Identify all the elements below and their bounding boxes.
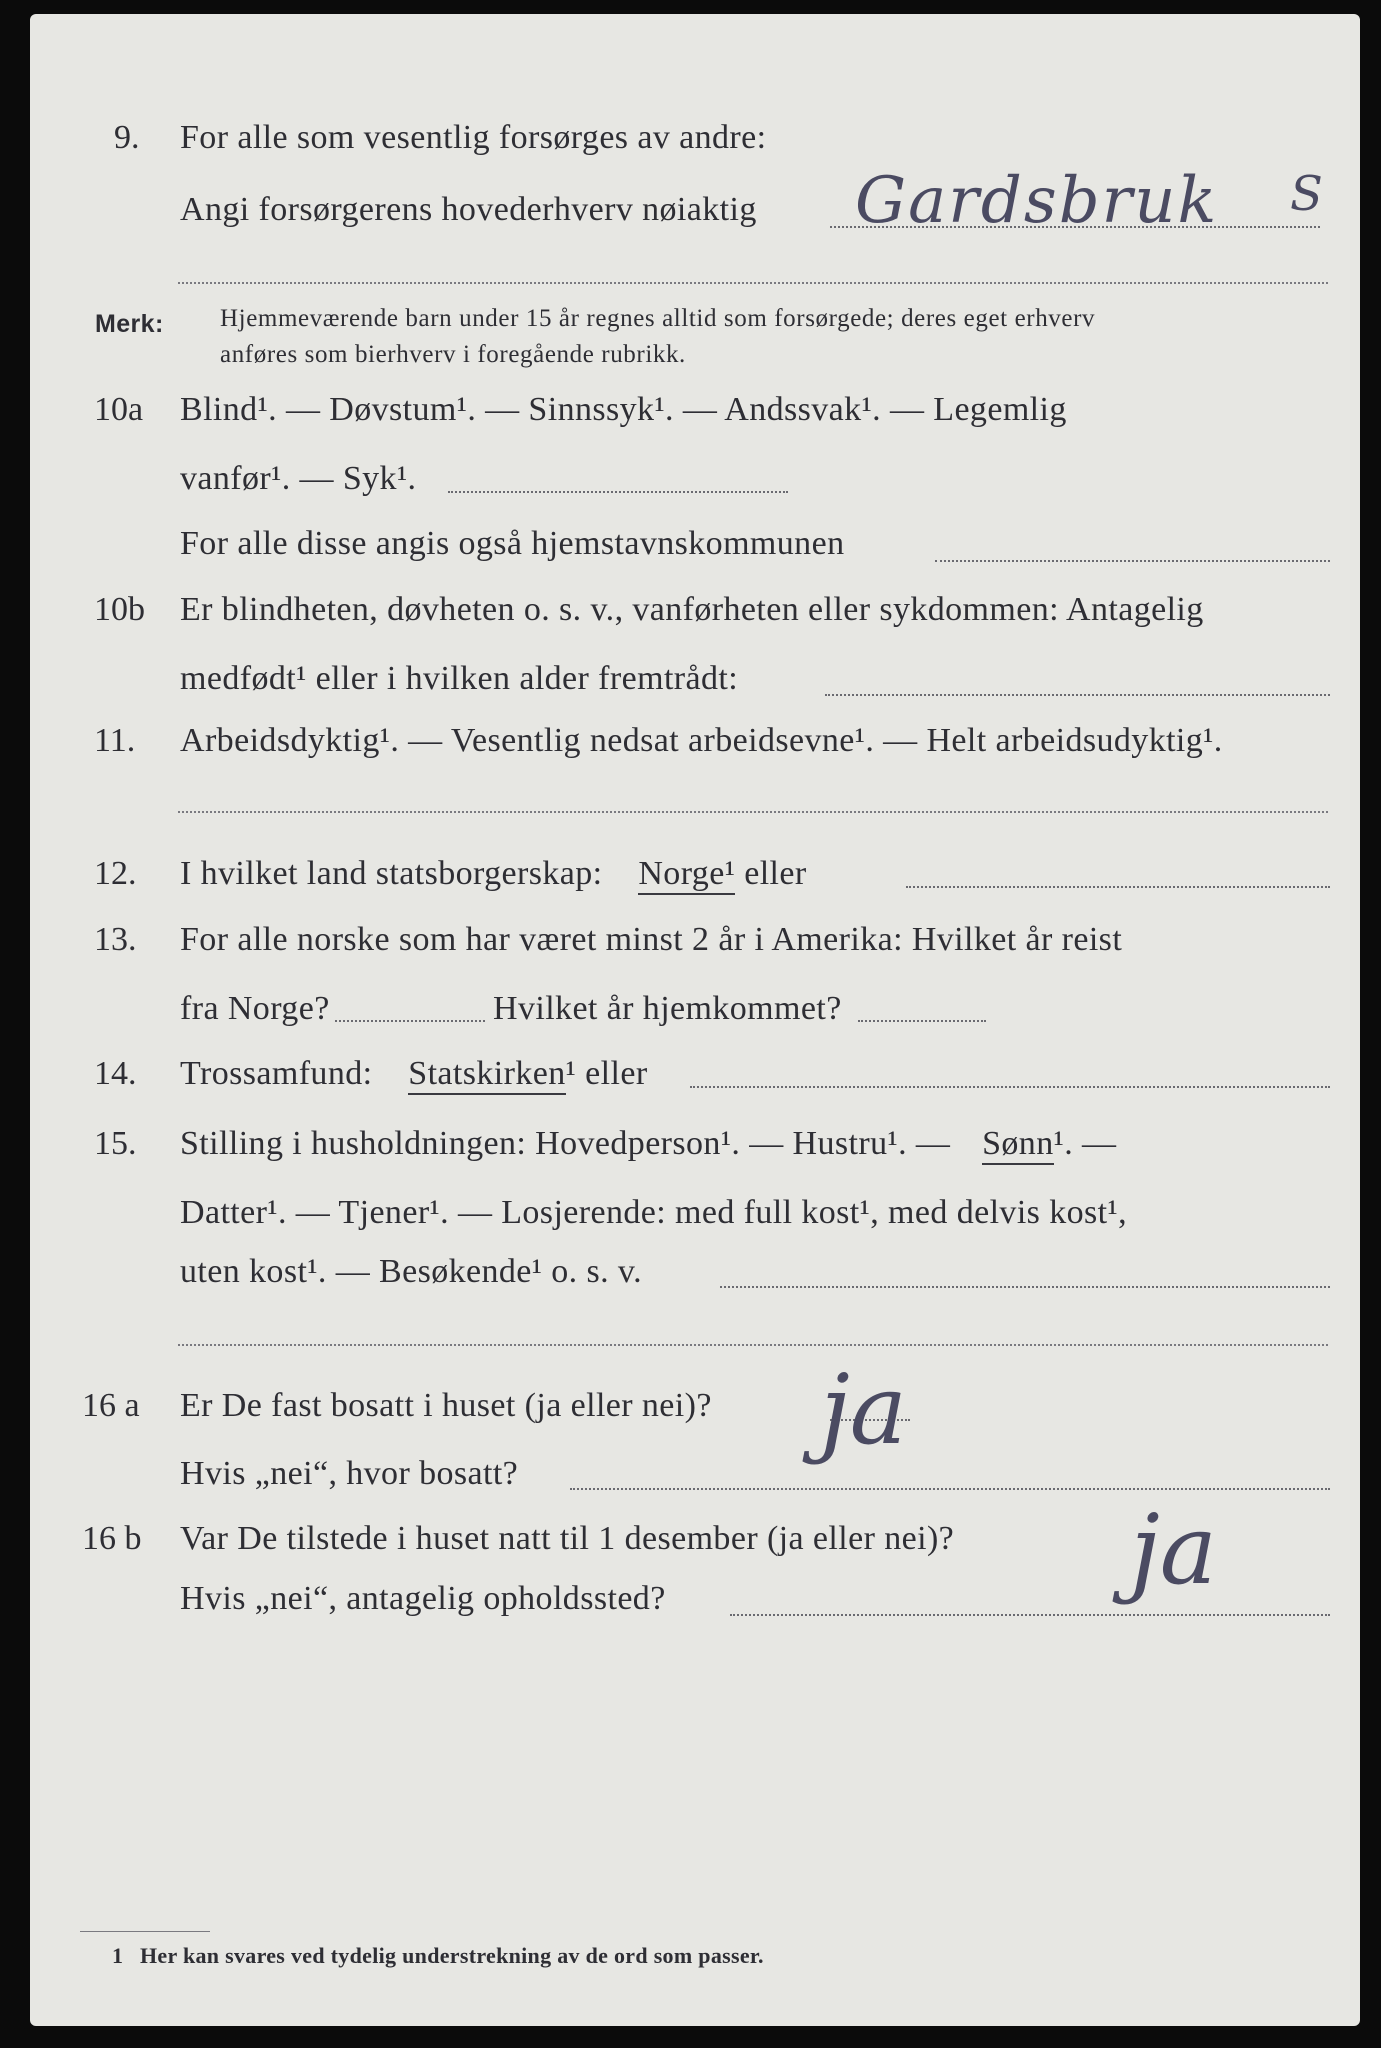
q10b-line2: medfødt¹ eller i hvilken alder fremtrådt: — [180, 660, 739, 697]
q16a-number: 16 a — [82, 1387, 140, 1424]
q10b-answer-line — [825, 694, 1330, 696]
footnote-rule — [80, 1931, 210, 1932]
q9-answer-handwritten: Gardsbruk — [855, 164, 1219, 238]
q11-number: 11. — [94, 722, 136, 759]
q16a-line2: Hvis „nei“, hvor bosatt? — [180, 1455, 519, 1492]
q10a-line2-answer — [448, 491, 788, 493]
q15-number: 15. — [94, 1125, 137, 1162]
q14-number: 14. — [94, 1055, 137, 1092]
q16a-answer-handwritten: ja — [820, 1354, 907, 1466]
q11-line1: Arbeidsdyktig¹. — Vesentlig nedsat arbeidsevne¹. — Helt arbeidsudyktig¹. — [180, 722, 1223, 759]
q16b-number: 16 b — [82, 1520, 142, 1557]
q14-line1 — [180, 1054, 648, 1094]
q16b-line2: Hvis „nei“, antagelig opholdssted? — [180, 1580, 666, 1617]
q16b-line1: Var De tilstede i huset natt til 1 desember (ja eller nei)? — [180, 1520, 955, 1557]
q15-line3: uten kost¹. — Besøkende¹ o. s. v. — [180, 1253, 643, 1290]
q15-sonn-underlined: Sønn — [982, 1125, 1054, 1165]
census-form-page — [30, 14, 1360, 2026]
q12-answer-line — [906, 886, 1330, 888]
q10b-line1: Er blindheten, døvheten o. s. v., vanførheten eller sykdommen: Antagelig — [180, 591, 1204, 628]
q12-norge-underlined: Norge¹ — [638, 855, 735, 895]
merk-line2: anføres som bierhverv i foregående rubrikk. — [220, 341, 686, 368]
q15-line1 — [180, 1124, 1116, 1164]
q14-text-b: ¹ eller — [565, 1055, 648, 1092]
q12-line1 — [180, 854, 807, 894]
q9-answer-mark: S — [1290, 166, 1323, 222]
q10a-line3-answer — [935, 560, 1330, 562]
q9-extra-line — [178, 282, 1328, 284]
q15-line1b: ¹. — — [1053, 1125, 1117, 1162]
q14-answer-line — [690, 1086, 1330, 1088]
q10b-number: 10b — [94, 591, 145, 628]
q10a-line2: vanfør¹. — Syk¹. — [180, 460, 417, 497]
q13-line1: For alle norske som har været minst 2 år i Amerika: Hvilket år reist — [180, 921, 1123, 958]
footnote-mark: 1 — [112, 1943, 124, 1968]
footnote-text: Her kan svares ved tydelig understrekning av de ord som passer. — [140, 1943, 764, 1968]
q15-line2: Datter¹. — Tjener¹. — Losjerende: med full kost¹, med delvis kost¹, — [180, 1194, 1127, 1231]
q10a-line1: Blind¹. — Døvstum¹. — Sinnssyk¹. — Andssvak¹. — Legemlig — [180, 391, 1067, 428]
q16b-answer-handwritten: ja — [1130, 1494, 1217, 1606]
q13-line2b: Hvilket år hjemkommet? — [493, 990, 842, 1027]
q9-number: 9. — [114, 119, 140, 156]
q11-answer-line — [178, 811, 1328, 813]
q15-line1a: Stilling i husholdningen: Hovedperson¹. — Hustru¹. — — [180, 1125, 951, 1162]
q16a-residence-line — [570, 1488, 1330, 1490]
q16a-line1: Er De fast bosatt i huset (ja eller nei)? — [180, 1387, 712, 1424]
q15-extra-line — [178, 1344, 1328, 1346]
merk-line1: Hjemmeværende barn under 15 år regnes alltid som forsørgede; deres eget erhverv — [220, 305, 1096, 332]
q12-text-b: eller — [744, 855, 807, 892]
q10a-number: 10a — [94, 391, 144, 428]
merk-label: Merk: — [95, 310, 164, 338]
q13-line2a: fra Norge? — [180, 990, 330, 1027]
q9-line1: For alle som vesentlig forsørges av andre: — [180, 119, 767, 156]
q10a-line3: For alle disse angis også hjemstavnskommunen — [180, 525, 845, 562]
q13-number: 13. — [94, 921, 137, 958]
q15-answer-line — [720, 1286, 1330, 1288]
q14-text-a: Trossamfund: — [180, 1055, 373, 1092]
q13-year-returned-line — [858, 1020, 986, 1022]
q13-year-left-line — [335, 1020, 485, 1022]
q12-text-a: I hvilket land statsborgerskap: — [180, 855, 603, 892]
q16b-residence-line — [730, 1614, 1330, 1616]
q14-statskirken-underlined: Statskirken — [408, 1055, 565, 1095]
q12-number: 12. — [94, 855, 137, 892]
q9-line2: Angi forsørgerens hovederhverv nøiaktig — [180, 191, 757, 228]
